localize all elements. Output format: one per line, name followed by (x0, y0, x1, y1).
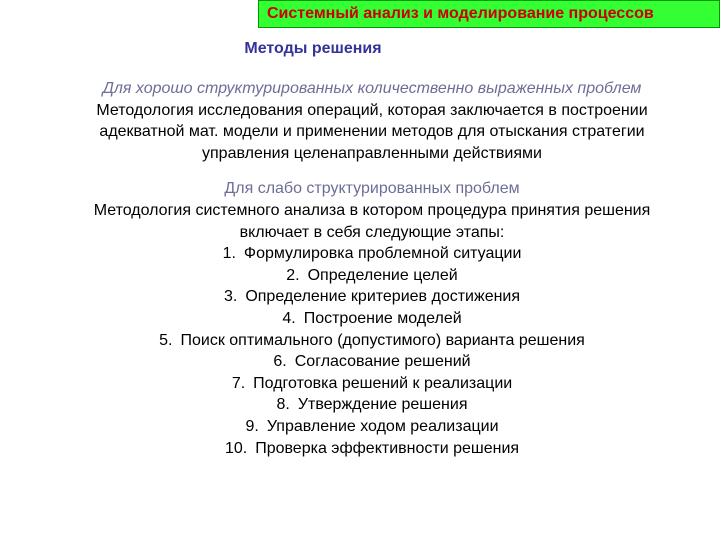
title-banner (258, 0, 720, 28)
list-item-text: Утверждение решения (297, 396, 468, 414)
list-item-number: 4. (282, 309, 296, 327)
section1-subtitle: Для хорошо структурированных количественно выраженных проблем (102, 80, 642, 97)
list-item (40, 394, 704, 416)
list-item-text: Формулировка проблемной ситуации (243, 245, 522, 263)
list-item-text: Определение критериев достижения (245, 288, 521, 306)
section1-line-2: адекватной мат. модели и применении методов для отыскания стратегии (99, 123, 645, 141)
list-item-number: 5. (159, 331, 173, 349)
section2-line-1: Методология системного анализа в котором процедура принятия решения (93, 201, 651, 219)
list-item (40, 351, 704, 373)
list-item-number: 3. (223, 288, 238, 306)
list-item-number: 1. (222, 245, 236, 263)
section2-line-2: включает в себя следующие этапы: (239, 223, 505, 241)
list-item (40, 243, 704, 265)
section2-subtitle: Для слабо структурированных проблем (224, 180, 520, 198)
list-item (40, 308, 704, 330)
section1-line-1: Методология исследования операций, которая заключается в построении (96, 101, 648, 119)
list-item (40, 438, 704, 460)
list-item-text: Определение целей (307, 266, 458, 284)
list-item-number: 7. (231, 374, 246, 392)
page-heading: Методы решения (244, 40, 382, 57)
list-item (40, 286, 704, 308)
list-item-text: Поиск оптимального (допустимого) варианта решения (180, 331, 585, 349)
list-item (40, 416, 704, 438)
slide-content (40, 78, 704, 459)
list-item-number: 8. (276, 396, 290, 414)
list-item (40, 265, 704, 287)
banner-title: Системный анализ и моделирование процессов (267, 5, 654, 22)
list-item-text: Подготовка решений к реализации (253, 374, 513, 392)
list-item-number: 6. (273, 353, 287, 371)
steps-list (40, 243, 704, 459)
section1-line-3: управления целенаправленными действиями (202, 144, 542, 162)
list-item-number: 9. (245, 417, 259, 435)
list-item-text: Согласование решений (294, 353, 471, 371)
list-item (40, 373, 704, 395)
list-item-number: 2. (286, 266, 300, 284)
list-item-text: Построение моделей (303, 309, 462, 327)
list-item-text: Проверка эффективности решения (255, 439, 520, 457)
list-item (40, 330, 704, 352)
section-spacer (40, 164, 704, 178)
list-item-text: Управление ходом реализации (266, 417, 499, 435)
list-item-number: 10. (224, 439, 248, 457)
